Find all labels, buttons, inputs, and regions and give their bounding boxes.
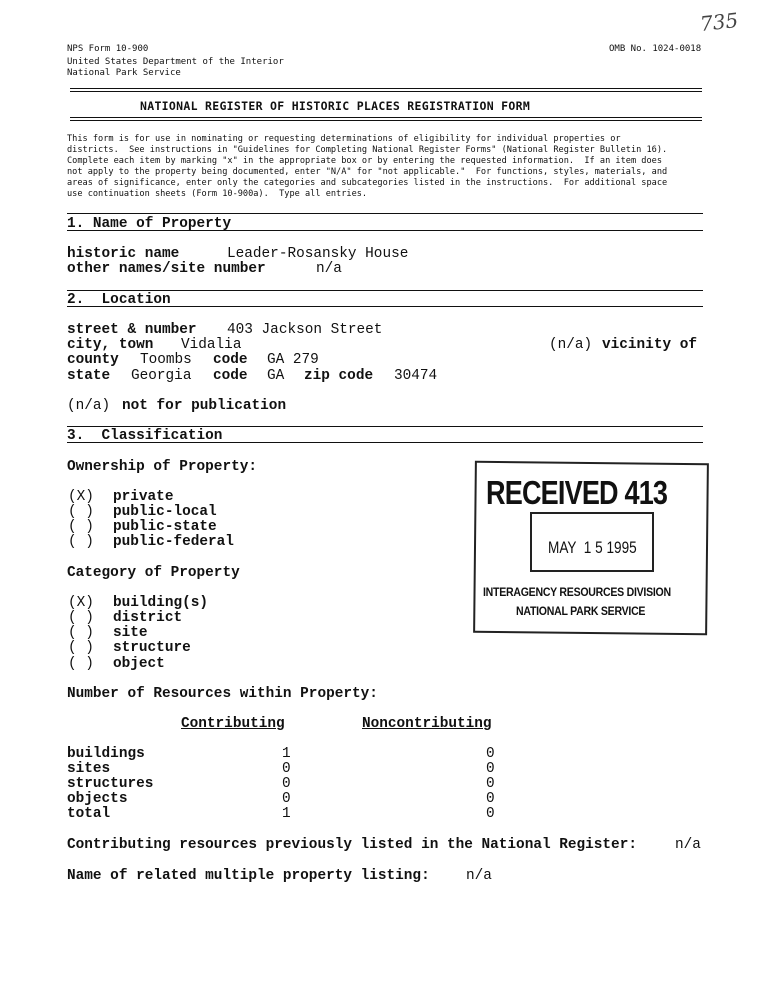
street-label: street & number: [67, 322, 197, 338]
resource-contributing: 0: [282, 776, 291, 792]
instruction-line: not apply to the property being documented, enter "N/A" for "not applicable." For functions, styles, materials, and: [67, 167, 668, 177]
ownership-checkbox: ( ): [68, 504, 94, 520]
rule: [67, 290, 703, 291]
category-option-label: structure: [113, 640, 191, 656]
category-checkbox: ( ): [68, 610, 94, 626]
section3-heading: 3. Classification: [67, 428, 223, 444]
vicinity-mark: (n/a): [549, 337, 593, 353]
resource-label: sites: [67, 761, 111, 777]
rule: [70, 120, 702, 121]
resource-contributing: 1: [282, 806, 291, 822]
resource-contributing: 0: [282, 761, 291, 777]
zip-value: 30474: [394, 368, 438, 384]
instruction-line: Complete each item by marking "x" in the appropriate box or by entering the requested information. If an item does: [67, 156, 662, 166]
ownership-option-label: public-state: [113, 519, 217, 535]
stamp-agency: NATIONAL PARK SERVICE: [516, 604, 646, 618]
previously-listed-label: Contributing resources previously listed in the National Register:: [67, 837, 637, 853]
section2-heading: 2. Location: [67, 292, 171, 308]
historic-name-label: historic name: [67, 246, 180, 262]
instruction-line: districts. See instructions in "Guidelines for Completing National Register Forms" (National Register Bulletin 16).: [67, 145, 668, 155]
city-value: Vidalia: [181, 337, 242, 353]
multiple-listing-label: Name of related multiple property listing:: [67, 868, 430, 884]
county-value: Toombs: [140, 352, 192, 368]
resource-noncontributing: 0: [486, 761, 495, 777]
resources-heading: Number of Resources within Property:: [67, 686, 378, 702]
street-value: 403 Jackson Street: [227, 322, 383, 338]
stamp-received-text: RECEIVED 413: [486, 474, 668, 511]
category-option-label: object: [113, 656, 165, 672]
col-contributing: Contributing: [181, 716, 285, 732]
city-label: city, town: [67, 337, 154, 353]
rule: [67, 213, 703, 214]
resource-noncontributing: 0: [486, 776, 495, 792]
resource-label: structures: [67, 776, 154, 792]
page-title: NATIONAL REGISTER OF HISTORIC PLACES REGISTRATION FORM: [140, 99, 531, 113]
category-option-label: building(s): [113, 595, 208, 611]
resource-noncontributing: 0: [486, 806, 495, 822]
ownership-checkbox: ( ): [68, 519, 94, 535]
omb-number: OMB No. 1024-0018: [609, 44, 702, 54]
zip-label: zip code: [304, 368, 374, 384]
stamp-division: INTERAGENCY RESOURCES DIVISION: [483, 585, 671, 599]
category-option-label: district: [113, 610, 183, 626]
resource-noncontributing: 0: [486, 746, 495, 762]
category-checkbox: ( ): [68, 640, 94, 656]
county-code-label: code: [213, 352, 248, 368]
ownership-heading: Ownership of Property:: [67, 459, 257, 475]
instruction-line: use continuation sheets (Form 10-900a). Type all entries.: [67, 189, 368, 199]
department: United States Department of the Interior: [67, 57, 284, 67]
category-checkbox: ( ): [68, 625, 94, 641]
agency: National Park Service: [67, 68, 181, 78]
previously-listed-value: n/a: [675, 837, 701, 853]
ownership-option-label: public-local: [113, 504, 217, 520]
rule: [67, 442, 703, 443]
resource-contributing: 0: [282, 791, 291, 807]
county-code-value: GA 279: [267, 352, 319, 368]
other-names-label: other names/site number: [67, 261, 266, 277]
vicinity-label: vicinity of: [602, 337, 697, 353]
rule: [67, 306, 703, 307]
state-code-label: code: [213, 368, 248, 384]
category-checkbox: (X): [68, 595, 94, 611]
section1-heading: 1. Name of Property: [67, 216, 232, 232]
state-label: state: [67, 368, 111, 384]
col-noncontributing: Noncontributing: [362, 716, 492, 732]
publication-mark: (n/a): [67, 398, 111, 414]
ownership-option-label: private: [113, 489, 174, 505]
instruction-line: This form is for use in nominating or requesting determinations of eligibility for individual properties or: [67, 134, 621, 144]
publication-label: not for publication: [122, 398, 287, 414]
category-checkbox: ( ): [68, 656, 94, 672]
state-code-value: GA: [267, 368, 285, 384]
ownership-checkbox: (X): [68, 489, 94, 505]
resource-label: objects: [67, 791, 128, 807]
rule: [70, 88, 702, 89]
rule: [67, 230, 703, 231]
form-number: NPS Form 10-900: [67, 44, 149, 54]
county-label: county: [67, 352, 119, 368]
other-names-value: n/a: [316, 261, 342, 277]
category-option-label: site: [113, 625, 148, 641]
rule: [67, 426, 703, 427]
handwritten-number: 735: [698, 8, 740, 36]
resource-label: total: [67, 806, 111, 822]
category-heading: Category of Property: [67, 565, 240, 581]
historic-name-value: Leader-Rosansky House: [227, 246, 409, 262]
multiple-listing-value: n/a: [466, 868, 492, 884]
resource-noncontributing: 0: [486, 791, 495, 807]
instruction-line: areas of significance, enter only the categories and subcategories listed in the instructions. For additional space: [67, 178, 668, 188]
ownership-option-label: public-federal: [113, 534, 234, 550]
resource-label: buildings: [67, 746, 145, 762]
state-value: Georgia: [131, 368, 192, 384]
resource-contributing: 1: [282, 746, 291, 762]
stamp-date: MAY 1 5 1995: [548, 538, 637, 557]
rule: [70, 91, 702, 92]
ownership-checkbox: ( ): [68, 534, 94, 550]
rule: [70, 117, 702, 118]
